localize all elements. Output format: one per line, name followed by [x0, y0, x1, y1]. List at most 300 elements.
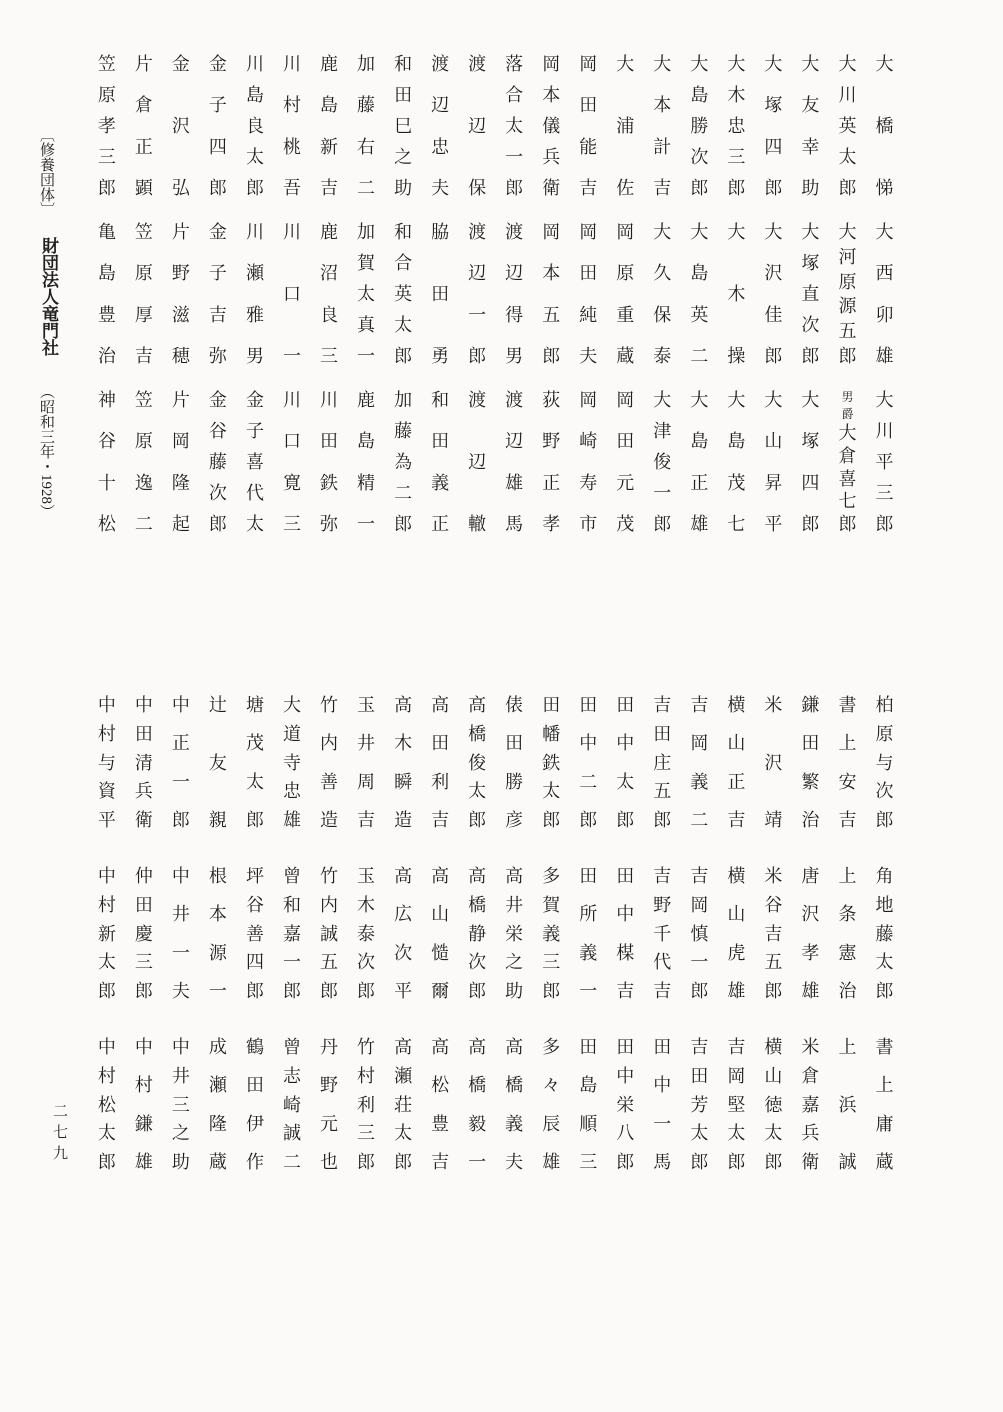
name-char: 庸	[875, 1113, 894, 1134]
name-char: 英	[838, 116, 857, 136]
name-char: 一	[171, 942, 190, 963]
name-cell	[570, 223, 607, 365]
name-char: 郎	[690, 178, 709, 198]
name-cell	[385, 1038, 422, 1171]
name-column	[88, 55, 125, 533]
name-char: 川	[320, 390, 339, 410]
name-char: 和	[282, 894, 301, 915]
name-char: 条	[838, 904, 857, 925]
name-char: 勝	[505, 771, 524, 792]
name-char: 山	[764, 431, 783, 452]
name-char: 之	[394, 147, 413, 167]
name-char: 吉	[134, 345, 153, 366]
name-char: 瀬	[208, 1075, 227, 1096]
name-cell	[607, 391, 644, 533]
page-number: 二七九	[51, 1103, 67, 1166]
name-char: 七	[727, 513, 746, 534]
name-char: 郎	[838, 345, 857, 366]
name-char: 豊	[97, 304, 116, 325]
name-char: 兵	[801, 1123, 820, 1144]
name-char: 村	[97, 723, 116, 744]
name-char: 岡	[579, 390, 598, 410]
name-char: 慥	[431, 942, 450, 963]
name-char: 賀	[542, 894, 561, 915]
name-char: 大	[727, 54, 746, 74]
name-cell	[311, 55, 348, 197]
name-char: 爵	[841, 406, 854, 421]
name-char: 寺	[282, 752, 301, 773]
name-char: 辺	[468, 116, 487, 136]
name-cell	[496, 391, 533, 533]
name-char: 山	[764, 1065, 783, 1086]
name-char: 成	[208, 1037, 227, 1057]
name-char: 大	[875, 54, 894, 74]
name-char: 米	[764, 695, 783, 715]
name-char: 一	[208, 980, 227, 1001]
name-char: 操	[727, 346, 746, 366]
name-cell	[199, 223, 236, 365]
name-char: 誠	[282, 1123, 301, 1144]
name-char: 中	[653, 1075, 672, 1096]
name-char: 子	[208, 263, 227, 284]
name-char: 大	[764, 54, 783, 74]
name-char: 高	[468, 1037, 487, 1057]
name-char: 郎	[616, 809, 635, 830]
name-char: 之	[505, 952, 524, 973]
name-cell	[570, 55, 607, 197]
name-char: 次	[208, 483, 227, 503]
name-char: 弘	[171, 178, 190, 198]
name-char: 源	[838, 296, 857, 317]
name-char: 島	[245, 85, 264, 105]
name-char: 夫	[505, 1151, 524, 1172]
name-char: 上	[838, 1037, 857, 1057]
name-char: 岡	[616, 222, 635, 242]
name-char: 木	[727, 284, 746, 304]
name-cell	[792, 696, 829, 829]
name-char: 田	[579, 1037, 598, 1057]
name-char: 郎	[468, 345, 487, 366]
name-char: 馬	[653, 1151, 672, 1172]
name-char: 市	[579, 513, 598, 534]
name-cell	[866, 223, 903, 365]
name-cell	[792, 391, 829, 533]
name-char: 郎	[727, 178, 746, 198]
name-char: 渡	[431, 54, 450, 74]
name-char: 与	[97, 752, 116, 773]
name-cell	[273, 1038, 310, 1171]
name-char: 鹿	[320, 222, 339, 242]
name-char: 助	[394, 178, 413, 198]
name-cell	[199, 867, 236, 1000]
name-cell	[718, 696, 755, 829]
name-char: 弥	[320, 513, 339, 534]
name-char: 一	[282, 952, 301, 973]
name-char: 中	[97, 695, 116, 715]
name-char: 太	[245, 771, 264, 792]
name-char: 郎	[97, 178, 116, 198]
name-column	[496, 696, 533, 1171]
name-char: 久	[653, 263, 672, 284]
name-char: 上	[838, 866, 857, 886]
name-char: 大	[690, 54, 709, 74]
name-char: 口	[282, 431, 301, 452]
name-cell	[459, 391, 496, 533]
name-char: 郎	[801, 346, 820, 366]
name-char: 右	[357, 136, 376, 157]
name-char: 太	[394, 315, 413, 335]
name-column	[681, 55, 718, 533]
name-char: 吉	[431, 1151, 450, 1172]
name-char: 義	[505, 1113, 524, 1134]
name-char: 中	[134, 695, 153, 715]
name-cell	[422, 696, 459, 829]
name-char: 逸	[134, 472, 153, 493]
name-column	[792, 696, 829, 1171]
name-cell	[348, 391, 385, 533]
name-char: 野	[542, 431, 561, 452]
name-cell	[348, 55, 385, 197]
name-char: 善	[245, 923, 264, 944]
name-char: 七	[838, 491, 857, 512]
name-char: 原	[875, 723, 894, 744]
lower-name-grid	[88, 696, 903, 1171]
name-cell	[125, 867, 162, 1000]
name-char: 一	[690, 952, 709, 973]
name-char: 合	[394, 253, 413, 273]
name-char: 太	[245, 514, 264, 534]
name-char: 倉	[838, 445, 857, 466]
name-cell	[533, 696, 570, 829]
name-column	[829, 696, 866, 1171]
name-char: 岡	[542, 54, 561, 74]
name-char: 正	[431, 513, 450, 534]
name-cell	[422, 391, 459, 533]
name-column	[311, 55, 348, 533]
name-char: 嘉	[282, 923, 301, 944]
name-char: 田	[801, 733, 820, 754]
name-char: 一	[653, 483, 672, 503]
name-char: 田	[542, 695, 561, 715]
name-char: 渡	[468, 54, 487, 74]
name-cell	[162, 1038, 199, 1171]
name-char: 津	[653, 421, 672, 441]
name-char: 太	[394, 1123, 413, 1144]
name-char: 中	[171, 695, 190, 715]
name-char: 大	[690, 390, 709, 410]
name-cell	[755, 223, 792, 365]
name-char: 田	[653, 723, 672, 744]
name-column	[755, 696, 792, 1171]
name-char: 井	[357, 733, 376, 754]
name-cell	[755, 1038, 792, 1171]
name-cell	[348, 696, 385, 829]
name-char: 太	[357, 284, 376, 304]
name-char: 重	[616, 304, 635, 325]
name-char: 忠	[727, 116, 746, 136]
name-char: 茂	[616, 513, 635, 534]
name-char: 大	[690, 222, 709, 242]
name-char: 田	[134, 894, 153, 915]
name-char: 太	[616, 771, 635, 792]
name-char: 米	[801, 1037, 820, 1057]
organization-title: 財団法人竜門社	[39, 237, 58, 356]
name-char: 一	[357, 346, 376, 366]
name-char: 孝	[801, 942, 820, 963]
name-cell	[199, 1038, 236, 1171]
name-char: 治	[97, 345, 116, 366]
name-char: 一	[171, 771, 190, 792]
name-char: 井	[171, 904, 190, 925]
name-char: 太	[764, 1123, 783, 1144]
name-char: 栄	[616, 1094, 635, 1115]
name-char: 助	[171, 1152, 190, 1172]
name-cell	[125, 696, 162, 829]
name-char: 横	[727, 695, 746, 715]
name-char: 吉	[764, 923, 783, 944]
name-cell	[644, 391, 681, 533]
name-char: 田	[579, 95, 598, 116]
name-char: 爾	[431, 980, 450, 1001]
name-char: 玉	[357, 695, 376, 715]
name-char: 郎	[542, 810, 561, 830]
name-char: 大	[801, 54, 820, 74]
name-char: 大	[838, 222, 857, 242]
name-cell	[273, 223, 310, 365]
name-char: 川	[875, 421, 894, 441]
name-cell	[644, 1038, 681, 1171]
section-category-label: 〔修養団体〕	[38, 127, 54, 217]
name-char: 地	[875, 894, 894, 915]
name-char: 吾	[282, 177, 301, 198]
name-char: 大	[838, 423, 857, 444]
name-char: 堅	[727, 1094, 746, 1115]
name-char: 孝	[542, 513, 561, 534]
name-cell	[644, 223, 681, 365]
name-cell	[718, 1038, 755, 1171]
name-column	[385, 696, 422, 1171]
name-char: 郎	[208, 177, 227, 198]
name-char: 馬	[505, 513, 524, 534]
name-char: 岡	[690, 733, 709, 754]
name-char: 吉	[690, 1037, 709, 1057]
name-column	[162, 696, 199, 1171]
name-char: 沢	[801, 904, 820, 925]
name-cell	[607, 1038, 644, 1171]
name-char: 男	[505, 345, 524, 366]
name-char: 岡	[542, 222, 561, 242]
name-cell	[681, 391, 718, 533]
name-char: 吉	[208, 304, 227, 325]
name-char: 正	[171, 733, 190, 754]
name-char: 郎	[690, 1152, 709, 1172]
name-char: 郎	[801, 513, 820, 534]
name-char: 五	[542, 304, 561, 325]
name-char: 也	[320, 1151, 339, 1172]
name-char: 仲	[134, 866, 153, 886]
name-char: 和	[394, 54, 413, 74]
name-char: 金	[245, 390, 264, 410]
name-char: 彦	[505, 809, 524, 830]
name-char: 英	[690, 304, 709, 325]
name-char: 玉	[357, 866, 376, 886]
name-char: 二	[134, 513, 153, 534]
name-char: 渡	[468, 222, 487, 242]
name-char: 資	[97, 781, 116, 802]
name-cell	[718, 55, 755, 197]
name-char: 川	[282, 222, 301, 242]
name-char: 茂	[245, 733, 264, 754]
name-char: 米	[764, 866, 783, 886]
name-column	[422, 696, 459, 1171]
name-char: 雄	[801, 980, 820, 1001]
name-cell	[311, 696, 348, 829]
name-char: 松	[431, 1075, 450, 1096]
name-char: 田	[616, 1037, 635, 1057]
name-char: 大	[727, 222, 746, 242]
name-char: 雄	[875, 345, 894, 366]
name-char: 丹	[320, 1037, 339, 1057]
name-char: 加	[357, 222, 376, 242]
name-char: 田	[431, 733, 450, 754]
name-char: 吉	[653, 695, 672, 715]
name-cell	[311, 1038, 348, 1171]
name-char: 一	[653, 1113, 672, 1134]
name-char: 栄	[505, 923, 524, 944]
name-char: 太	[245, 147, 264, 167]
name-char: 郎	[838, 178, 857, 198]
name-char: 郎	[208, 514, 227, 534]
name-char: 良	[320, 304, 339, 325]
name-cell	[311, 391, 348, 533]
name-char: 木	[357, 894, 376, 915]
name-char: 悌	[875, 178, 894, 198]
name-char: 田	[579, 263, 598, 284]
name-char: 蔵	[875, 1151, 894, 1172]
name-char: 橋	[875, 116, 894, 136]
name-char: 井	[171, 1065, 190, 1086]
name-char: 田	[653, 1037, 672, 1057]
name-cell	[496, 867, 533, 1000]
name-char: 三	[579, 1151, 598, 1172]
name-char: 郎	[653, 810, 672, 830]
name-char: 鉄	[320, 472, 339, 493]
name-cell	[162, 55, 199, 197]
name-char: 郎	[245, 178, 264, 198]
name-cell	[829, 223, 866, 365]
name-char: 徳	[764, 1094, 783, 1115]
name-cell	[755, 867, 792, 1000]
name-char: 大	[801, 222, 820, 242]
name-cell	[644, 867, 681, 1000]
name-cell	[385, 55, 422, 197]
name-column	[681, 696, 718, 1171]
name-char: 多	[542, 1037, 561, 1057]
name-cell	[681, 867, 718, 1000]
name-cell	[570, 1038, 607, 1171]
name-char: 孝	[97, 116, 116, 136]
name-char: 郎	[616, 1152, 635, 1172]
name-char: 昇	[764, 472, 783, 493]
name-char: 元	[320, 1113, 339, 1134]
name-cell	[88, 867, 125, 1000]
name-char: 本	[653, 95, 672, 116]
name-cell	[681, 696, 718, 829]
name-char: 原	[134, 263, 153, 284]
name-char: 佳	[764, 304, 783, 325]
name-char: 村	[357, 1065, 376, 1086]
name-char: 落	[505, 54, 524, 74]
name-column	[718, 696, 755, 1171]
name-char: 二	[282, 1152, 301, 1172]
name-char: 義	[579, 942, 598, 963]
name-char: 英	[394, 284, 413, 304]
name-char: 片	[171, 390, 190, 410]
name-char: 周	[357, 771, 376, 792]
name-char: 太	[690, 1123, 709, 1144]
name-cell	[125, 391, 162, 533]
name-cell	[459, 1038, 496, 1171]
name-char: 谷	[97, 431, 116, 452]
name-char: 郎	[394, 514, 413, 534]
name-char: 山	[727, 733, 746, 754]
name-char: 大	[764, 390, 783, 410]
name-column	[273, 55, 310, 533]
name-char: 靖	[764, 810, 783, 830]
name-char: 郎	[245, 809, 264, 830]
name-char: 和	[431, 390, 450, 410]
name-column	[88, 696, 125, 1171]
name-char: 平	[875, 452, 894, 472]
name-char: 二	[394, 483, 413, 503]
name-char: 太	[838, 147, 857, 167]
name-char: 八	[616, 1123, 635, 1144]
name-column	[792, 55, 829, 533]
name-char: 郎	[468, 810, 487, 830]
name-char: 幡	[542, 723, 561, 744]
name-column	[829, 55, 866, 533]
name-char: 柏	[875, 695, 894, 715]
name-column	[385, 55, 422, 533]
name-char: 片	[171, 222, 190, 242]
name-char: 太	[97, 952, 116, 973]
name-char: 島	[97, 263, 116, 284]
name-char: 塚	[801, 253, 820, 273]
name-char: 利	[357, 1094, 376, 1115]
name-char: 沢	[171, 116, 190, 136]
name-char: 嘉	[801, 1094, 820, 1115]
name-char: 川	[282, 390, 301, 410]
name-char: 三	[727, 147, 746, 167]
name-char: 藤	[394, 421, 413, 441]
name-char: 内	[320, 733, 339, 754]
name-cell	[273, 867, 310, 1000]
name-char: 寛	[282, 472, 301, 493]
name-cell	[348, 1038, 385, 1171]
name-char: 次	[801, 315, 820, 335]
name-char: 郎	[542, 345, 561, 366]
name-char: 雄	[542, 1151, 561, 1172]
name-char: 松	[97, 513, 116, 534]
name-char: 吉	[320, 177, 339, 198]
name-cell	[162, 696, 199, 829]
name-char: 郎	[764, 1152, 783, 1172]
name-char: 次	[690, 147, 709, 167]
name-char: 二	[579, 771, 598, 792]
name-char: 郎	[542, 981, 561, 1001]
name-char: 野	[653, 894, 672, 915]
name-column	[422, 55, 459, 533]
